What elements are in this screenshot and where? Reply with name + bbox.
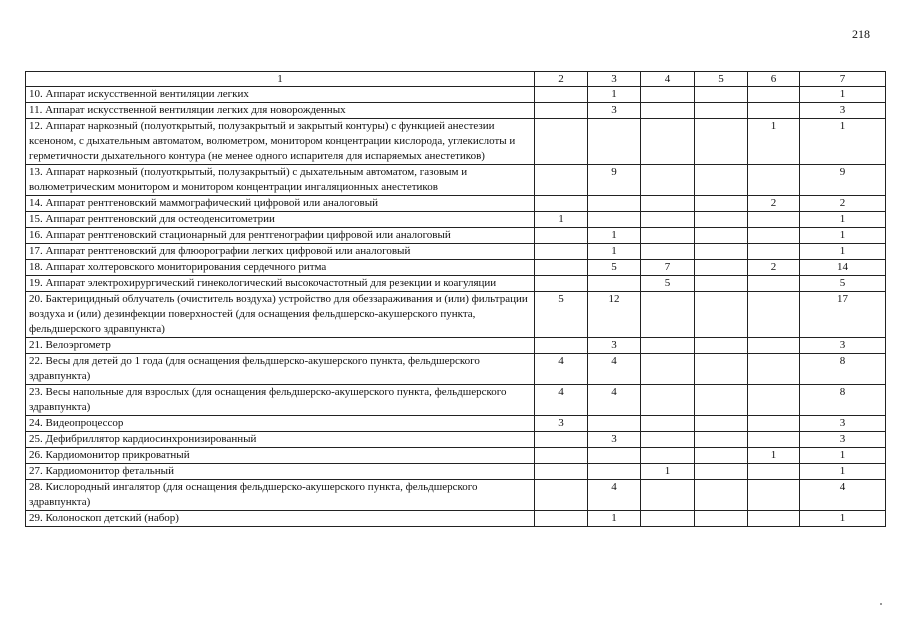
table-row — [26, 276, 886, 292]
quantity-cell-col-3: 4 — [588, 354, 641, 385]
quantity-cell-col-4 — [641, 480, 695, 511]
quantity-cell-col-4 — [641, 432, 695, 448]
quantity-cell-col-2 — [535, 448, 588, 464]
quantity-cell-col-5 — [695, 385, 748, 416]
quantity-cell-col-7: 3 — [800, 103, 886, 119]
quantity-cell-col-7: 1 — [800, 119, 886, 165]
quantity-cell-col-7: 3 — [800, 432, 886, 448]
equipment-name-cell: 15. Аппарат рентгеновский для остеоденситометрии — [26, 212, 535, 228]
quantity-cell-col-4 — [641, 196, 695, 212]
quantity-cell-col-6 — [748, 385, 800, 416]
equipment-name-cell: 23. Весы напольные для взрослых (для оснащения фельдшерско-акушерского пункта, фельдшерского здравпункта) — [26, 385, 535, 416]
table-row — [26, 354, 886, 385]
quantity-cell-col-5 — [695, 480, 748, 511]
header-col-2: 2 — [535, 72, 588, 87]
quantity-cell-col-3 — [588, 212, 641, 228]
quantity-cell-col-2 — [535, 228, 588, 244]
equipment-name-cell: 26. Кардиомонитор прикроватный — [26, 448, 535, 464]
quantity-cell-col-6 — [748, 416, 800, 432]
equipment-name-cell: 22. Весы для детей до 1 года (для оснащения фельдшерско-акушерского пункта, фельдшерского здравпункта) — [26, 354, 535, 385]
equipment-name-cell: 25. Дефибриллятор кардиосинхронизированный — [26, 432, 535, 448]
quantity-cell-col-5 — [695, 244, 748, 260]
quantity-cell-col-6 — [748, 511, 800, 527]
quantity-cell-col-4: 1 — [641, 464, 695, 480]
quantity-cell-col-6 — [748, 212, 800, 228]
quantity-cell-col-7: 1 — [800, 448, 886, 464]
header-col-6: 6 — [748, 72, 800, 87]
quantity-cell-col-6: 1 — [748, 119, 800, 165]
table-row — [26, 338, 886, 354]
quantity-cell-col-6 — [748, 244, 800, 260]
quantity-cell-col-7: 3 — [800, 416, 886, 432]
table-row — [26, 196, 886, 212]
quantity-cell-col-2: 3 — [535, 416, 588, 432]
quantity-cell-col-5 — [695, 354, 748, 385]
header-col-4: 4 — [641, 72, 695, 87]
quantity-cell-col-3: 4 — [588, 480, 641, 511]
quantity-cell-col-6 — [748, 354, 800, 385]
quantity-cell-col-7: 1 — [800, 228, 886, 244]
table-row — [26, 416, 886, 432]
quantity-cell-col-5 — [695, 165, 748, 196]
quantity-cell-col-3 — [588, 416, 641, 432]
quantity-cell-col-6 — [748, 292, 800, 338]
quantity-cell-col-6 — [748, 228, 800, 244]
quantity-cell-col-7: 3 — [800, 338, 886, 354]
equipment-name-cell: 18. Аппарат холтеровского мониторирования сердечного ритма — [26, 260, 535, 276]
quantity-cell-col-3: 1 — [588, 244, 641, 260]
quantity-cell-col-5 — [695, 432, 748, 448]
equipment-name-cell: 13. Аппарат наркозный (полуоткрытый, полузакрытый) с дыхательным автоматом, газовым и волюметрическим монитором и монитором концентрации ингаляционных анестетиков — [26, 165, 535, 196]
quantity-cell-col-7: 1 — [800, 87, 886, 103]
quantity-cell-col-4 — [641, 354, 695, 385]
equipment-name-cell: 21. Велоэргометр — [26, 338, 535, 354]
quantity-cell-col-5 — [695, 448, 748, 464]
quantity-cell-col-5 — [695, 103, 748, 119]
quantity-cell-col-4 — [641, 416, 695, 432]
quantity-cell-col-2 — [535, 196, 588, 212]
table-row — [26, 448, 886, 464]
quantity-cell-col-5 — [695, 511, 748, 527]
table-row — [26, 119, 886, 165]
header-col-5: 5 — [695, 72, 748, 87]
table-body — [26, 87, 886, 527]
quantity-cell-col-3: 3 — [588, 103, 641, 119]
quantity-cell-col-2 — [535, 480, 588, 511]
quantity-cell-col-7: 4 — [800, 480, 886, 511]
equipment-name-cell: 27. Кардиомонитор фетальный — [26, 464, 535, 480]
quantity-cell-col-3: 5 — [588, 260, 641, 276]
table-row — [26, 464, 886, 480]
equipment-name-cell: 28. Кислородный ингалятор (для оснащения фельдшерско-акушерского пункта, фельдшерского здравпункта) — [26, 480, 535, 511]
quantity-cell-col-6 — [748, 276, 800, 292]
quantity-cell-col-2 — [535, 103, 588, 119]
quantity-cell-col-3 — [588, 119, 641, 165]
table-row — [26, 212, 886, 228]
quantity-cell-col-3: 1 — [588, 87, 641, 103]
header-col-7: 7 — [800, 72, 886, 87]
quantity-cell-col-2: 5 — [535, 292, 588, 338]
quantity-cell-col-5 — [695, 338, 748, 354]
quantity-cell-col-7: 1 — [800, 212, 886, 228]
quantity-cell-col-3: 3 — [588, 432, 641, 448]
quantity-cell-col-3 — [588, 276, 641, 292]
quantity-cell-col-6: 2 — [748, 196, 800, 212]
quantity-cell-col-3: 9 — [588, 165, 641, 196]
quantity-cell-col-3 — [588, 464, 641, 480]
quantity-cell-col-7: 1 — [800, 511, 886, 527]
quantity-cell-col-4 — [641, 119, 695, 165]
quantity-cell-col-2: 1 — [535, 212, 588, 228]
quantity-cell-col-2 — [535, 119, 588, 165]
quantity-cell-col-6 — [748, 87, 800, 103]
equipment-name-cell: 16. Аппарат рентгеновский стационарный для рентгенографии цифровой или аналоговый — [26, 228, 535, 244]
table-row — [26, 432, 886, 448]
quantity-cell-col-2 — [535, 260, 588, 276]
table-row — [26, 511, 886, 527]
quantity-cell-col-4 — [641, 292, 695, 338]
header-col-1: 1 — [26, 72, 535, 87]
quantity-cell-col-4 — [641, 448, 695, 464]
quantity-cell-col-6 — [748, 464, 800, 480]
quantity-cell-col-4 — [641, 87, 695, 103]
table-row — [26, 228, 886, 244]
quantity-cell-col-2 — [535, 511, 588, 527]
quantity-cell-col-4 — [641, 385, 695, 416]
quantity-cell-col-7: 5 — [800, 276, 886, 292]
equipment-name-cell: 19. Аппарат электрохирургический гинекологический высокочастотный для резекции и коагуляции — [26, 276, 535, 292]
quantity-cell-col-7: 8 — [800, 385, 886, 416]
quantity-cell-col-3 — [588, 448, 641, 464]
quantity-cell-col-4 — [641, 103, 695, 119]
quantity-cell-col-2 — [535, 432, 588, 448]
quantity-cell-col-4: 7 — [641, 260, 695, 276]
equipment-table — [25, 71, 886, 527]
quantity-cell-col-5 — [695, 292, 748, 338]
quantity-cell-col-4 — [641, 212, 695, 228]
scan-speck — [880, 603, 882, 605]
quantity-cell-col-4 — [641, 338, 695, 354]
table-row — [26, 292, 886, 338]
quantity-cell-col-6 — [748, 432, 800, 448]
quantity-cell-col-5 — [695, 464, 748, 480]
quantity-cell-col-3: 4 — [588, 385, 641, 416]
quantity-cell-col-5 — [695, 196, 748, 212]
quantity-cell-col-3: 3 — [588, 338, 641, 354]
table-row — [26, 87, 886, 103]
table-row — [26, 260, 886, 276]
quantity-cell-col-2 — [535, 244, 588, 260]
table-row — [26, 385, 886, 416]
quantity-cell-col-5 — [695, 87, 748, 103]
quantity-cell-col-3: 12 — [588, 292, 641, 338]
quantity-cell-col-2 — [535, 464, 588, 480]
equipment-name-cell: 24. Видеопроцессор — [26, 416, 535, 432]
quantity-cell-col-5 — [695, 416, 748, 432]
quantity-cell-col-7: 2 — [800, 196, 886, 212]
quantity-cell-col-6 — [748, 338, 800, 354]
quantity-cell-col-5 — [695, 119, 748, 165]
quantity-cell-col-7: 9 — [800, 165, 886, 196]
quantity-cell-col-4: 5 — [641, 276, 695, 292]
quantity-cell-col-6 — [748, 103, 800, 119]
table-row — [26, 480, 886, 511]
quantity-cell-col-2: 4 — [535, 354, 588, 385]
quantity-cell-col-5 — [695, 228, 748, 244]
equipment-name-cell: 10. Аппарат искусственной вентиляции легких — [26, 87, 535, 103]
quantity-cell-col-6 — [748, 480, 800, 511]
quantity-cell-col-6: 1 — [748, 448, 800, 464]
table-header-row — [26, 72, 886, 87]
quantity-cell-col-4 — [641, 165, 695, 196]
quantity-cell-col-7: 17 — [800, 292, 886, 338]
quantity-cell-col-2: 4 — [535, 385, 588, 416]
quantity-cell-col-4 — [641, 228, 695, 244]
header-col-3: 3 — [588, 72, 641, 87]
quantity-cell-col-3: 1 — [588, 228, 641, 244]
quantity-cell-col-7: 8 — [800, 354, 886, 385]
table-row — [26, 244, 886, 260]
quantity-cell-col-5 — [695, 276, 748, 292]
table-row — [26, 103, 886, 119]
quantity-cell-col-3 — [588, 196, 641, 212]
quantity-cell-col-6: 2 — [748, 260, 800, 276]
quantity-cell-col-7: 14 — [800, 260, 886, 276]
quantity-cell-col-2 — [535, 87, 588, 103]
equipment-name-cell: 14. Аппарат рентгеновский маммографический цифровой или аналоговый — [26, 196, 535, 212]
page-number: 218 — [852, 27, 870, 41]
equipment-name-cell: 11. Аппарат искусственной вентиляции легких для новорожденных — [26, 103, 535, 119]
quantity-cell-col-3: 1 — [588, 511, 641, 527]
quantity-cell-col-7: 1 — [800, 464, 886, 480]
quantity-cell-col-5 — [695, 260, 748, 276]
quantity-cell-col-6 — [748, 165, 800, 196]
equipment-name-cell: 12. Аппарат наркозный (полуоткрытый, полузакрытый и закрытый контуры) с функцией анестезии ксеноном, с дыхательным автоматом, волюметром, монитором концентрации кислорода, углекислоты и герметичности дыхательного контура (не менее одного испарителя для испаряемых анестетиков) — [26, 119, 535, 165]
quantity-cell-col-2 — [535, 276, 588, 292]
quantity-cell-col-7: 1 — [800, 244, 886, 260]
equipment-name-cell: 20. Бактерицидный облучатель (очиститель воздуха) устройство для обеззараживания и (или) фильтрации воздуха и (или) дезинфекции поверхностей (для оснащения фельдшерско-акушерского пункта, фельдшерского здравпункта) — [26, 292, 535, 338]
quantity-cell-col-5 — [695, 212, 748, 228]
quantity-cell-col-4 — [641, 244, 695, 260]
quantity-cell-col-4 — [641, 511, 695, 527]
quantity-cell-col-2 — [535, 165, 588, 196]
quantity-cell-col-2 — [535, 338, 588, 354]
equipment-name-cell: 17. Аппарат рентгеновский для флюорографии легких цифровой или аналоговый — [26, 244, 535, 260]
table-row — [26, 165, 886, 196]
equipment-name-cell: 29. Колоноскоп детский (набор) — [26, 511, 535, 527]
